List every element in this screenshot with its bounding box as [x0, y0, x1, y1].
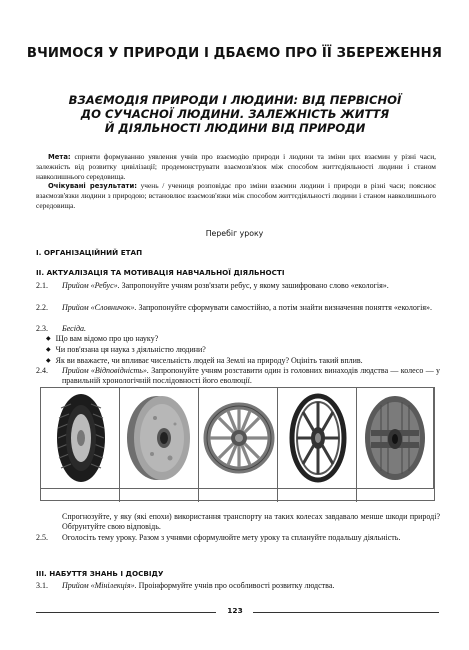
lesson-title: [60, 94, 410, 135]
item-number: 2.5.: [36, 533, 48, 542]
question-2: ◆ Чи пов'язана ця наука з діяльністю людини?: [46, 345, 206, 354]
wooden-spoked-wheel-icon: [199, 388, 278, 488]
item-number: 3.1.: [36, 581, 48, 590]
after-table-text: Спрогнозуйте, у яку (які епохи) використання транспорту на таких колесах завдавало менше шкоди природі? Обґрунтуйте свою відповідь.: [62, 512, 440, 531]
wheel-cell-5: [357, 388, 434, 488]
results-label: Очікувані результати:: [48, 182, 137, 190]
results-paragraph: [36, 181, 436, 210]
question-1: ◆ Що вам відомо про цю науку?: [46, 334, 159, 343]
lesson-title-line-3: Й ДІЯЛЬНОСТІ ЛЮДИНИ ВІД ПРИРОДИ: [104, 120, 366, 135]
item-2-1: [36, 281, 440, 291]
stone-wheel-icon: [120, 388, 199, 488]
item-text: Запропонуйте учням розставити один із головних винаходів людства — колесо — у правильній хронологічній послідовності його еволюції.: [62, 366, 440, 385]
modern-tire-wheel-icon: [41, 388, 120, 488]
item-text: Оголосіть тему уроку. Разом з учнями сформулюйте мету уроку та сплануйте подальшу діяльність.: [62, 533, 401, 542]
item-number: 2.4.: [36, 366, 48, 375]
answer-cell-3[interactable]: [199, 489, 278, 502]
item-number: 2.1.: [36, 281, 48, 290]
answer-cell-1[interactable]: [41, 489, 120, 502]
item-number: 2.2.: [36, 303, 48, 312]
section-title: ВЧИМОСЯ У ПРИРОДИ І ДБАЄМО ПРО ЇЇ ЗБЕРЕЖЕННЯ: [26, 46, 443, 61]
wheel-cell-4: [278, 388, 357, 488]
footer-rule-right: [253, 612, 439, 613]
item-2-4: [36, 366, 440, 386]
method-name: Прийом «Мінілекція».: [62, 581, 137, 590]
method-name: Бесіда.: [62, 324, 86, 333]
stage-1-heading: І. ОРГАНІЗАЦІЙНИЙ ЕТАП: [36, 248, 143, 257]
item-3-1: [36, 581, 440, 591]
diamond-bullet-icon: ◆: [46, 347, 51, 353]
page-number: 123: [227, 606, 243, 615]
item-2-2: [36, 303, 440, 313]
stage-3-heading: ІІІ. НАБУТТЯ ЗНАНЬ І ДОСВІДУ: [36, 569, 164, 578]
item-text: Запропонуйте учням розв'язати ребус, у якому зашифровано слово «екологія».: [119, 281, 389, 290]
goal-paragraph: [36, 152, 436, 181]
item-text: Проінформуйте учнів про особливості розвитку людства.: [136, 581, 335, 590]
wheel-cell-3: [199, 388, 278, 488]
goal-label: Мета:: [48, 153, 71, 161]
method-name: Прийом «Ребус».: [62, 281, 120, 290]
item-2-5: [36, 533, 440, 543]
answer-cell-4[interactable]: [278, 489, 357, 502]
wheel-evolution-table: [40, 387, 435, 501]
wheel-cell-2: [120, 388, 199, 488]
diamond-bullet-icon: ◆: [46, 358, 51, 364]
lesson-flow-label: Перебіг уроку: [205, 229, 264, 238]
answer-cell-2[interactable]: [120, 489, 199, 502]
footer-rule-left: [36, 612, 216, 613]
wooden-plank-wheel-icon: [357, 388, 434, 488]
lesson-title-line-2: ДО СУЧАСНОЇ ЛЮДИНИ. ЗАЛЕЖНІСТЬ ЖИТТЯ: [80, 106, 390, 121]
diamond-bullet-icon: ◆: [46, 336, 51, 342]
goal-text: сприяти формуванню уявлення учнів про взаємодію природи і людини та зміни цих взаємин у різні часи, залежність від розвитку цивілізації; продемонструвати взаємозв'язок між способом життєдіяльності людини і станом навколишнього середовища.: [36, 152, 436, 181]
item-2-3: [36, 324, 440, 334]
stage-2-heading: ІІ. АКТУАЛІЗАЦІЯ ТА МОТИВАЦІЯ НАВЧАЛЬНОЇ ДІЯЛЬНОСТІ: [36, 268, 285, 277]
lesson-title-line-1: ВЗАЄМОДІЯ ПРИРОДИ І ЛЮДИНИ: ВІД ПЕРВІСНОЇ: [68, 93, 402, 107]
answer-cell-5[interactable]: [357, 489, 434, 502]
answer-row: [41, 488, 434, 502]
iron-rimmed-spoked-wheel-icon: [278, 388, 357, 488]
question-3: ◆ Як ви вважаєте, чи впливає чисельність людей на Землі на природу? Оцініть такий вплив.: [46, 356, 363, 365]
wheel-cell-1: [41, 388, 120, 488]
item-text: Запропонуйте сформувати самостійно, а потім знайти визначення поняття «екологія».: [136, 303, 432, 312]
item-number: 2.3.: [36, 324, 48, 333]
method-name: Прийом «Відповідність».: [62, 366, 149, 375]
results-text: учень / учениця розповідає про зміни взаємин людини і природи в різні часи; пояснює взаємозв'язки людини з природою; встановлює взаємозв'язки між способом життєдіяльності людини і станом навколишнього середовища.: [36, 181, 436, 210]
method-name: Прийом «Словничок».: [62, 303, 137, 312]
